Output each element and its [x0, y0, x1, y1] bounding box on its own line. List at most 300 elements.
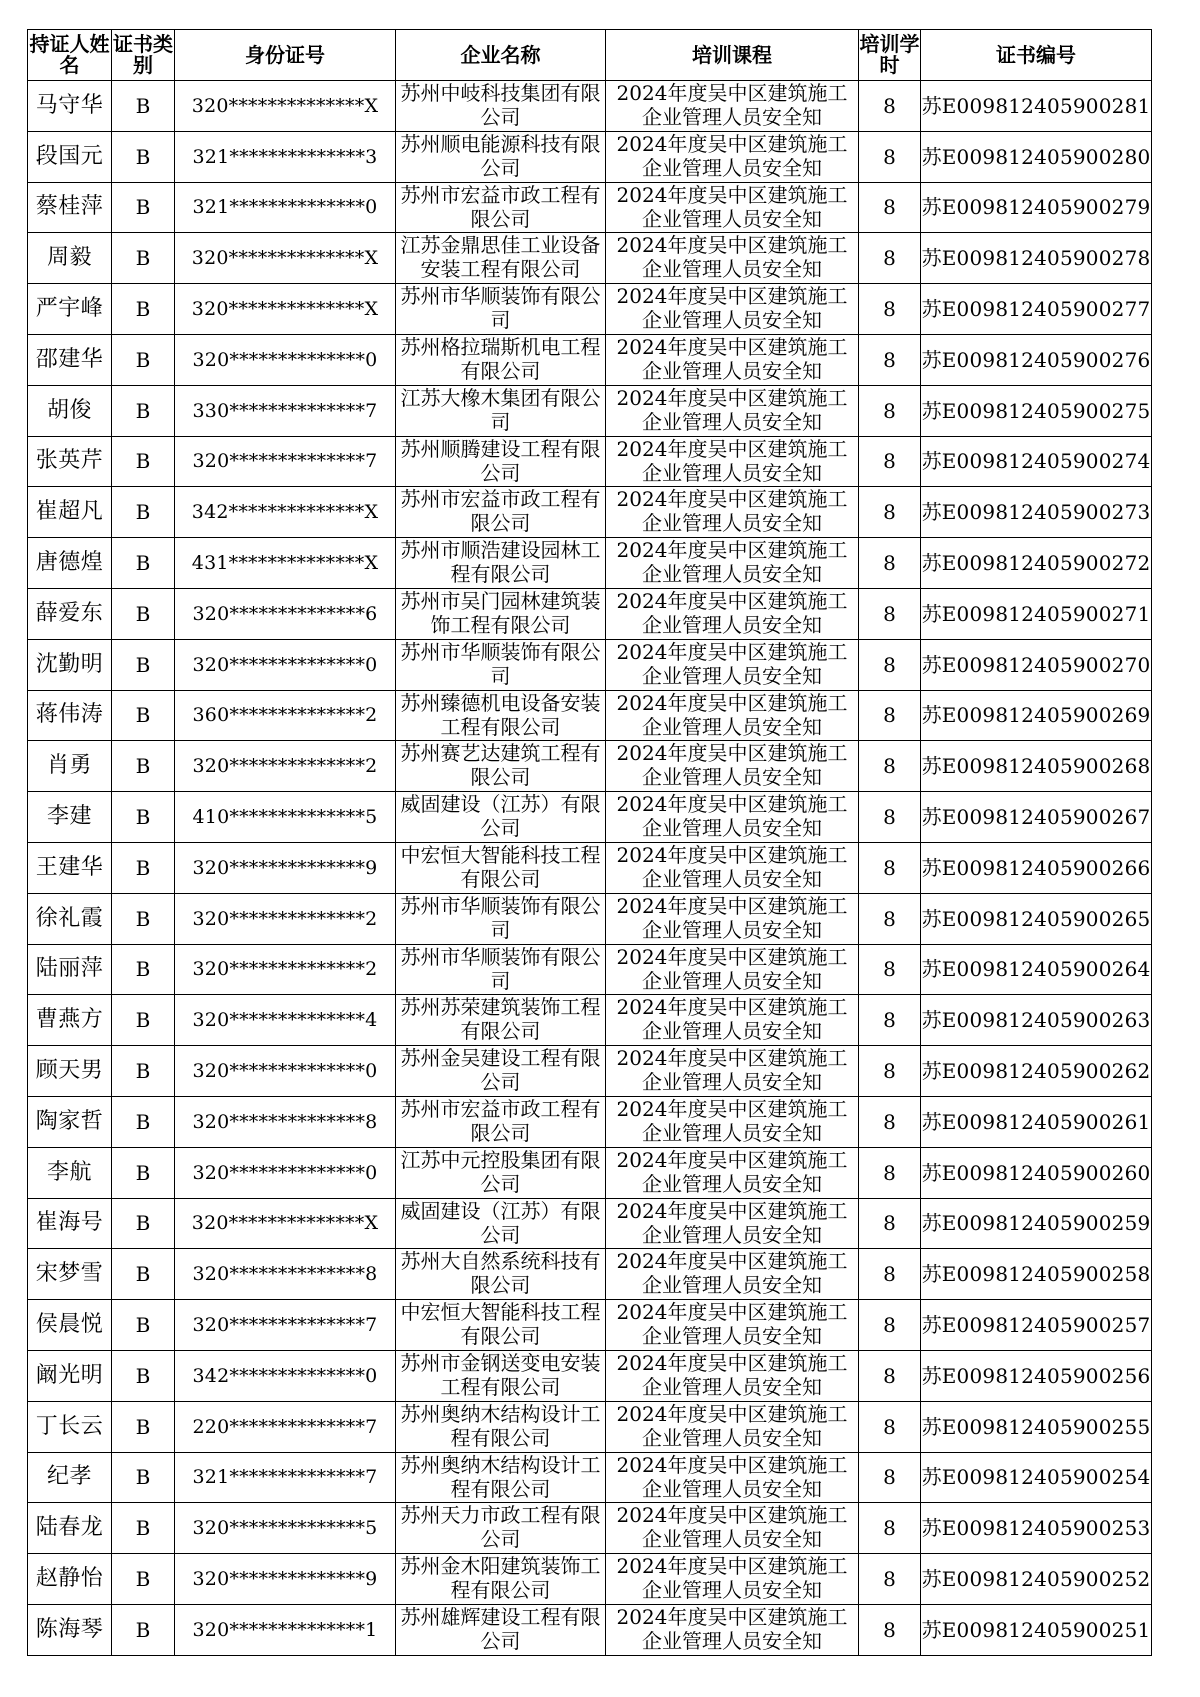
- holder-name-cell: 肖勇: [28, 741, 112, 792]
- company-cell: [396, 487, 606, 538]
- cert-number-cell: 苏E009812405900276: [921, 334, 1152, 385]
- id-number-cell: 321**************7: [175, 1452, 396, 1503]
- header-id-number: 身份证号: [175, 30, 396, 81]
- id-number-cell: 330**************7: [175, 385, 396, 436]
- course-cell: [606, 1198, 859, 1249]
- course-cell-text: 2024年度吴中区建筑施工企业管理人员安全知: [616, 690, 848, 739]
- table-row: [28, 1198, 1152, 1249]
- company-cell: [396, 588, 606, 639]
- id-number-cell: 320**************9: [175, 1554, 396, 1605]
- holder-name-cell: 崔海号: [28, 1198, 112, 1249]
- certificate-table-sheet: [27, 29, 1152, 1656]
- header-company: 企业名称: [396, 30, 606, 81]
- holder-name-cell: 宋梦雪: [28, 1249, 112, 1300]
- course-cell-text: 2024年度吴中区建筑施工企业管理人员安全知: [616, 1300, 848, 1349]
- cert-number-cell: 苏E009812405900281: [921, 81, 1152, 132]
- course-cell-text: 2024年度吴中区建筑施工企业管理人员安全知: [616, 639, 848, 688]
- course-cell: [606, 1452, 859, 1503]
- header-row: [28, 30, 1152, 81]
- holder-name-cell: 李建: [28, 792, 112, 843]
- table-row: [28, 182, 1152, 233]
- holder-name-cell: 蔡桂萍: [28, 182, 112, 233]
- course-cell: [606, 792, 859, 843]
- cert-number-cell: 苏E009812405900271: [921, 588, 1152, 639]
- course-cell-text: 2024年度吴中区建筑施工企业管理人员安全知: [616, 487, 848, 536]
- cert-number-cell: 苏E009812405900264: [921, 944, 1152, 995]
- company-cell-text: 威固建设（江苏）有限公司: [400, 1198, 601, 1247]
- course-cell: [606, 1249, 859, 1300]
- course-cell: [606, 893, 859, 944]
- table-row: [28, 385, 1152, 436]
- hours-cell: 8: [859, 538, 921, 589]
- table-row: [28, 233, 1152, 284]
- course-cell: [606, 1554, 859, 1605]
- course-cell: [606, 1350, 859, 1401]
- course-cell: [606, 81, 859, 132]
- table-row: [28, 81, 1152, 132]
- company-cell-text: 苏州市华顺装饰有限公司: [400, 944, 601, 993]
- cert-class-cell: B: [112, 436, 175, 487]
- id-number-cell: 320**************1: [175, 1604, 396, 1655]
- hours-cell: 8: [859, 284, 921, 335]
- company-cell: [396, 690, 606, 741]
- cert-class-cell: B: [112, 1401, 175, 1452]
- id-number-cell: 320**************X: [175, 1198, 396, 1249]
- table-row: [28, 995, 1152, 1046]
- company-cell-text: 苏州市华顺装饰有限公司: [400, 893, 601, 942]
- hours-cell: 8: [859, 842, 921, 893]
- hours-cell: 8: [859, 334, 921, 385]
- cert-number-cell: 苏E009812405900253: [921, 1503, 1152, 1554]
- company-cell-text: 苏州苏荣建筑装饰工程有限公司: [400, 995, 601, 1044]
- company-cell-text: 苏州天力市政工程有限公司: [400, 1503, 601, 1552]
- company-cell-text: 苏州臻德机电设备安装工程有限公司: [400, 690, 601, 739]
- company-cell: [396, 893, 606, 944]
- cert-number-cell: 苏E009812405900278: [921, 233, 1152, 284]
- holder-name-cell: 薛爱东: [28, 588, 112, 639]
- table-row: [28, 1300, 1152, 1351]
- hours-cell: 8: [859, 1046, 921, 1097]
- course-cell-text: 2024年度吴中区建筑施工企业管理人员安全知: [616, 538, 848, 587]
- course-cell: [606, 233, 859, 284]
- holder-name-cell: 张英芹: [28, 436, 112, 487]
- course-cell: [606, 436, 859, 487]
- table-row: [28, 1249, 1152, 1300]
- cert-class-cell: B: [112, 995, 175, 1046]
- holder-name-cell: 崔超凡: [28, 487, 112, 538]
- cert-number-cell: 苏E009812405900256: [921, 1350, 1152, 1401]
- hours-cell: 8: [859, 995, 921, 1046]
- table-row: [28, 1503, 1152, 1554]
- company-cell: [396, 639, 606, 690]
- company-cell-text: 苏州赛艺达建筑工程有限公司: [400, 741, 601, 790]
- id-number-cell: 320**************4: [175, 995, 396, 1046]
- cert-class-cell: B: [112, 842, 175, 893]
- holder-name-cell: 邵建华: [28, 334, 112, 385]
- table-row: [28, 538, 1152, 589]
- id-number-cell: 320**************0: [175, 1046, 396, 1097]
- company-cell-text: 江苏中元控股集团有限公司: [400, 1147, 601, 1196]
- hours-cell: 8: [859, 81, 921, 132]
- course-cell: [606, 639, 859, 690]
- id-number-cell: 320**************0: [175, 1147, 396, 1198]
- company-cell-text: 苏州格拉瑞斯机电工程有限公司: [400, 334, 601, 383]
- course-cell-text: 2024年度吴中区建筑施工企业管理人员安全知: [616, 81, 848, 129]
- course-cell: [606, 588, 859, 639]
- id-number-cell: 360**************2: [175, 690, 396, 741]
- cert-number-cell: 苏E009812405900257: [921, 1300, 1152, 1351]
- course-cell: [606, 741, 859, 792]
- cert-number-cell: 苏E009812405900261: [921, 1096, 1152, 1147]
- cert-class-cell: B: [112, 1096, 175, 1147]
- course-cell: [606, 284, 859, 335]
- cert-class-cell: B: [112, 893, 175, 944]
- holder-name-cell: 阚光明: [28, 1350, 112, 1401]
- company-cell-text: 苏州奥纳木结构设计工程有限公司: [400, 1452, 601, 1501]
- company-cell: [396, 81, 606, 132]
- holder-name-cell: 唐德煌: [28, 538, 112, 589]
- cert-class-cell: B: [112, 1249, 175, 1300]
- cert-number-cell: 苏E009812405900266: [921, 842, 1152, 893]
- company-cell-text: 苏州市华顺装饰有限公司: [400, 284, 601, 333]
- cert-class-cell: B: [112, 81, 175, 132]
- cert-class-cell: B: [112, 284, 175, 335]
- id-number-cell: 320**************7: [175, 436, 396, 487]
- holder-name-cell: 陈海琴: [28, 1604, 112, 1655]
- cert-class-cell: B: [112, 1046, 175, 1097]
- company-cell: [396, 182, 606, 233]
- table-row: [28, 1401, 1152, 1452]
- table-row: [28, 741, 1152, 792]
- table-row: [28, 1452, 1152, 1503]
- hours-cell: 8: [859, 1096, 921, 1147]
- id-number-cell: 320**************2: [175, 741, 396, 792]
- holder-name-cell: 曹燕方: [28, 995, 112, 1046]
- table-row: [28, 284, 1152, 335]
- course-cell: [606, 944, 859, 995]
- course-cell-text: 2024年度吴中区建筑施工企业管理人员安全知: [616, 842, 848, 891]
- cert-class-cell: B: [112, 1503, 175, 1554]
- holder-name-cell: 顾天男: [28, 1046, 112, 1097]
- holder-name-cell: 赵静怡: [28, 1554, 112, 1605]
- company-cell: [396, 385, 606, 436]
- cert-class-cell: B: [112, 1350, 175, 1401]
- company-cell-text: 苏州市金钢送变电安装工程有限公司: [400, 1350, 601, 1399]
- company-cell-text: 苏州大自然系统科技有限公司: [400, 1249, 601, 1298]
- id-number-cell: 320**************5: [175, 1503, 396, 1554]
- course-cell-text: 2024年度吴中区建筑施工企业管理人员安全知: [616, 1604, 848, 1653]
- hours-cell: 8: [859, 639, 921, 690]
- company-cell-text: 苏州雄辉建设工程有限公司: [400, 1604, 601, 1653]
- company-cell-text: 苏州中岐科技集团有限公司: [400, 81, 601, 129]
- course-cell: [606, 538, 859, 589]
- cert-class-cell: B: [112, 588, 175, 639]
- course-cell-text: 2024年度吴中区建筑施工企业管理人员安全知: [616, 334, 848, 383]
- company-cell: [396, 436, 606, 487]
- company-cell-text: 苏州奥纳木结构设计工程有限公司: [400, 1401, 601, 1450]
- hours-cell: 8: [859, 1503, 921, 1554]
- hours-cell: 8: [859, 1350, 921, 1401]
- cert-class-cell: B: [112, 334, 175, 385]
- course-cell-text: 2024年度吴中区建筑施工企业管理人员安全知: [616, 131, 848, 180]
- company-cell: [396, 1604, 606, 1655]
- id-number-cell: 321**************3: [175, 131, 396, 182]
- course-cell-text: 2024年度吴中区建筑施工企业管理人员安全知: [616, 944, 848, 993]
- hours-cell: 8: [859, 792, 921, 843]
- company-cell-text: 苏州市宏益市政工程有限公司: [400, 487, 601, 536]
- table-body: [28, 81, 1152, 1656]
- hours-cell: 8: [859, 385, 921, 436]
- cert-class-cell: B: [112, 1300, 175, 1351]
- table-row: [28, 842, 1152, 893]
- cert-number-cell: 苏E009812405900251: [921, 1604, 1152, 1655]
- course-cell-text: 2024年度吴中区建筑施工企业管理人员安全知: [616, 1147, 848, 1196]
- id-number-cell: 342**************0: [175, 1350, 396, 1401]
- hours-cell: 8: [859, 1198, 921, 1249]
- id-number-cell: 320**************6: [175, 588, 396, 639]
- id-number-cell: 320**************0: [175, 639, 396, 690]
- cert-class-cell: B: [112, 233, 175, 284]
- cert-class-cell: B: [112, 690, 175, 741]
- company-cell-text: 苏州顺电能源科技有限公司: [400, 131, 601, 180]
- course-cell-text: 2024年度吴中区建筑施工企业管理人员安全知: [616, 436, 848, 485]
- course-cell-text: 2024年度吴中区建筑施工企业管理人员安全知: [616, 741, 848, 790]
- course-cell-text: 2024年度吴中区建筑施工企业管理人员安全知: [616, 1350, 848, 1399]
- cert-class-cell: B: [112, 487, 175, 538]
- course-cell-text: 2024年度吴中区建筑施工企业管理人员安全知: [616, 284, 848, 333]
- hours-cell: 8: [859, 893, 921, 944]
- cert-number-cell: 苏E009812405900277: [921, 284, 1152, 335]
- id-number-cell: 320**************7: [175, 1300, 396, 1351]
- header-course: 培训课程: [606, 30, 859, 81]
- table-row: [28, 131, 1152, 182]
- course-cell-text: 2024年度吴中区建筑施工企业管理人员安全知: [616, 1249, 848, 1298]
- hours-cell: 8: [859, 487, 921, 538]
- course-cell-text: 2024年度吴中区建筑施工企业管理人员安全知: [616, 1401, 848, 1450]
- holder-name-cell: 丁长云: [28, 1401, 112, 1452]
- id-number-cell: 320**************0: [175, 334, 396, 385]
- hours-cell: 8: [859, 1452, 921, 1503]
- course-cell-text: 2024年度吴中区建筑施工企业管理人员安全知: [616, 182, 848, 231]
- course-cell: [606, 1401, 859, 1452]
- hours-cell: 8: [859, 233, 921, 284]
- cert-number-cell: 苏E009812405900273: [921, 487, 1152, 538]
- course-cell-text: 2024年度吴中区建筑施工企业管理人员安全知: [616, 1503, 848, 1552]
- course-cell-text: 2024年度吴中区建筑施工企业管理人员安全知: [616, 792, 848, 841]
- id-number-cell: 320**************2: [175, 944, 396, 995]
- company-cell: [396, 741, 606, 792]
- id-number-cell: 320**************9: [175, 842, 396, 893]
- course-cell: [606, 334, 859, 385]
- id-number-cell: 431**************X: [175, 538, 396, 589]
- course-cell-text: 2024年度吴中区建筑施工企业管理人员安全知: [616, 893, 848, 942]
- holder-name-cell: 周毅: [28, 233, 112, 284]
- hours-cell: 8: [859, 1147, 921, 1198]
- table-row: [28, 436, 1152, 487]
- cert-class-cell: B: [112, 639, 175, 690]
- cert-class-cell: B: [112, 792, 175, 843]
- holder-name-cell: 蒋伟涛: [28, 690, 112, 741]
- course-cell-text: 2024年度吴中区建筑施工企业管理人员安全知: [616, 1096, 848, 1145]
- holder-name-cell: 侯晨悦: [28, 1300, 112, 1351]
- hours-cell: 8: [859, 1300, 921, 1351]
- table-row: [28, 588, 1152, 639]
- id-number-cell: 320**************8: [175, 1249, 396, 1300]
- course-cell-text: 2024年度吴中区建筑施工企业管理人员安全知: [616, 588, 848, 637]
- course-cell-text: 2024年度吴中区建筑施工企业管理人员安全知: [616, 1046, 848, 1095]
- company-cell: [396, 538, 606, 589]
- cert-class-cell: B: [112, 944, 175, 995]
- course-cell: [606, 1096, 859, 1147]
- table-row: [28, 792, 1152, 843]
- hours-cell: 8: [859, 1401, 921, 1452]
- company-cell: [396, 1147, 606, 1198]
- id-number-cell: 220**************7: [175, 1401, 396, 1452]
- course-cell: [606, 1604, 859, 1655]
- company-cell: [396, 334, 606, 385]
- company-cell-text: 苏州市吴门园林建筑装饰工程有限公司: [400, 588, 601, 637]
- course-cell-text: 2024年度吴中区建筑施工企业管理人员安全知: [616, 995, 848, 1044]
- company-cell-text: 江苏金鼎思佳工业设备安装工程有限公司: [400, 233, 601, 282]
- holder-name-cell: 段国元: [28, 131, 112, 182]
- course-cell-text: 2024年度吴中区建筑施工企业管理人员安全知: [616, 1198, 848, 1247]
- company-cell-text: 江苏大橡木集团有限公司: [400, 385, 601, 434]
- header-hours: 培训学时: [859, 30, 921, 81]
- company-cell: [396, 1350, 606, 1401]
- course-cell-text: 2024年度吴中区建筑施工企业管理人员安全知: [616, 1554, 848, 1603]
- table-row: [28, 334, 1152, 385]
- holder-name-cell: 纪孝: [28, 1452, 112, 1503]
- header-cert-number: 证书编号: [921, 30, 1152, 81]
- company-cell: [396, 233, 606, 284]
- table-row: [28, 1604, 1152, 1655]
- id-number-cell: 320**************X: [175, 233, 396, 284]
- id-number-cell: 410**************5: [175, 792, 396, 843]
- cert-class-cell: B: [112, 1554, 175, 1605]
- hours-cell: 8: [859, 690, 921, 741]
- holder-name-cell: 陆春龙: [28, 1503, 112, 1554]
- id-number-cell: 320**************2: [175, 893, 396, 944]
- company-cell: [396, 1503, 606, 1554]
- cert-class-cell: B: [112, 182, 175, 233]
- company-cell: [396, 131, 606, 182]
- id-number-cell: 342**************X: [175, 487, 396, 538]
- id-number-cell: 320**************X: [175, 81, 396, 132]
- company-cell-text: 中宏恒大智能科技工程有限公司: [400, 842, 601, 891]
- table-row: [28, 1046, 1152, 1097]
- course-cell: [606, 131, 859, 182]
- company-cell-text: 苏州市宏益市政工程有限公司: [400, 1096, 601, 1145]
- table-row: [28, 1147, 1152, 1198]
- cert-number-cell: 苏E009812405900262: [921, 1046, 1152, 1097]
- holder-name-cell: 胡俊: [28, 385, 112, 436]
- id-number-cell: 320**************X: [175, 284, 396, 335]
- header-cert-class: 证书类别: [112, 30, 175, 81]
- holder-name-cell: 马守华: [28, 81, 112, 132]
- course-cell: [606, 385, 859, 436]
- holder-name-cell: 陶家哲: [28, 1096, 112, 1147]
- company-cell: [396, 1300, 606, 1351]
- course-cell: [606, 1147, 859, 1198]
- company-cell: [396, 1401, 606, 1452]
- table-row: [28, 1554, 1152, 1605]
- cert-number-cell: 苏E009812405900275: [921, 385, 1152, 436]
- hours-cell: 8: [859, 1554, 921, 1605]
- company-cell: [396, 1249, 606, 1300]
- company-cell-text: 威固建设（江苏）有限公司: [400, 792, 601, 841]
- company-cell: [396, 284, 606, 335]
- header-holder-name: 持证人姓名: [28, 30, 112, 81]
- cert-number-cell: 苏E009812405900269: [921, 690, 1152, 741]
- hours-cell: 8: [859, 131, 921, 182]
- holder-name-cell: 徐礼霞: [28, 893, 112, 944]
- course-cell: [606, 182, 859, 233]
- hours-cell: 8: [859, 182, 921, 233]
- course-cell-text: 2024年度吴中区建筑施工企业管理人员安全知: [616, 1452, 848, 1501]
- cert-number-cell: 苏E009812405900279: [921, 182, 1152, 233]
- table-row: [28, 487, 1152, 538]
- cert-number-cell: 苏E009812405900270: [921, 639, 1152, 690]
- course-cell-text: 2024年度吴中区建筑施工企业管理人员安全知: [616, 233, 848, 282]
- holder-name-cell: 严宇峰: [28, 284, 112, 335]
- company-cell: [396, 792, 606, 843]
- company-cell-text: 苏州金吴建设工程有限公司: [400, 1046, 601, 1095]
- course-cell: [606, 487, 859, 538]
- table-row: [28, 639, 1152, 690]
- table-row: [28, 944, 1152, 995]
- cert-class-cell: B: [112, 131, 175, 182]
- cert-number-cell: 苏E009812405900255: [921, 1401, 1152, 1452]
- cert-number-cell: 苏E009812405900258: [921, 1249, 1152, 1300]
- cert-class-cell: B: [112, 538, 175, 589]
- company-cell: [396, 1046, 606, 1097]
- company-cell-text: 苏州市华顺装饰有限公司: [400, 639, 601, 688]
- cert-number-cell: 苏E009812405900263: [921, 995, 1152, 1046]
- holder-name-cell: 沈勤明: [28, 639, 112, 690]
- cert-class-cell: B: [112, 1452, 175, 1503]
- table-row: [28, 690, 1152, 741]
- cert-number-cell: 苏E009812405900254: [921, 1452, 1152, 1503]
- cert-number-cell: 苏E009812405900265: [921, 893, 1152, 944]
- cert-class-cell: B: [112, 1198, 175, 1249]
- course-cell: [606, 842, 859, 893]
- holder-name-cell: 陆丽萍: [28, 944, 112, 995]
- company-cell: [396, 842, 606, 893]
- cert-number-cell: 苏E009812405900280: [921, 131, 1152, 182]
- id-number-cell: 321**************0: [175, 182, 396, 233]
- company-cell-text: 中宏恒大智能科技工程有限公司: [400, 1300, 601, 1349]
- company-cell: [396, 1198, 606, 1249]
- table-row: [28, 1096, 1152, 1147]
- cert-number-cell: 苏E009812405900267: [921, 792, 1152, 843]
- holder-name-cell: 王建华: [28, 842, 112, 893]
- hours-cell: 8: [859, 741, 921, 792]
- course-cell: [606, 1046, 859, 1097]
- cert-number-cell: 苏E009812405900274: [921, 436, 1152, 487]
- course-cell-text: 2024年度吴中区建筑施工企业管理人员安全知: [616, 385, 848, 434]
- company-cell-text: 苏州市宏益市政工程有限公司: [400, 182, 601, 231]
- company-cell: [396, 944, 606, 995]
- cert-class-cell: B: [112, 741, 175, 792]
- cert-number-cell: 苏E009812405900272: [921, 538, 1152, 589]
- cert-number-cell: 苏E009812405900260: [921, 1147, 1152, 1198]
- company-cell-text: 苏州市顺浩建设园林工程有限公司: [400, 538, 601, 587]
- company-cell: [396, 1554, 606, 1605]
- hours-cell: 8: [859, 944, 921, 995]
- table-row: [28, 1350, 1152, 1401]
- id-number-cell: 320**************8: [175, 1096, 396, 1147]
- holder-name-cell: 李航: [28, 1147, 112, 1198]
